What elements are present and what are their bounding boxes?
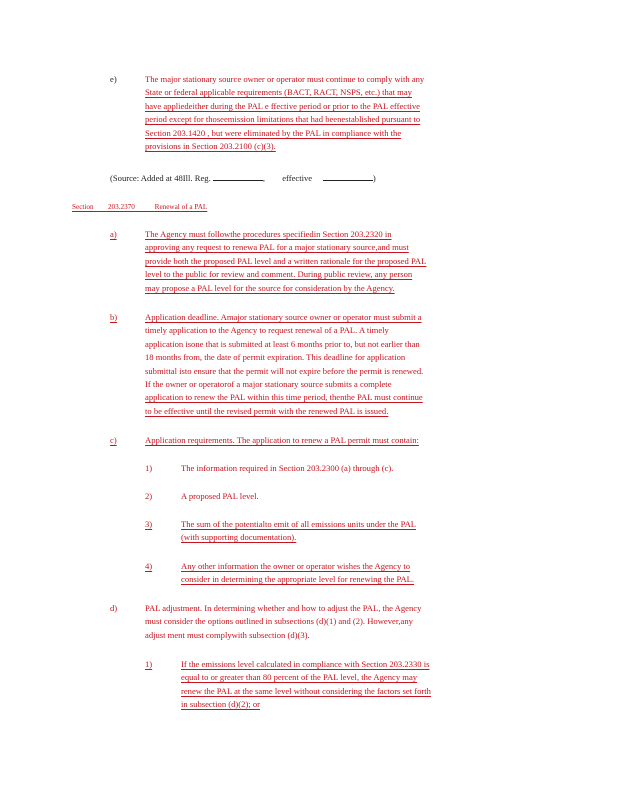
item-a-line-4: level to the public for review and comment. During public review, any person: [145, 269, 413, 280]
item-e-line-5: Section 203.1420 , but were eliminated by the PAL in compliance with the: [145, 127, 402, 138]
item-c2-label: 2): [145, 491, 153, 501]
item-b-line-1: Application deadline. Amajor stationary source owner or operator must submit a: [145, 312, 422, 322]
item-b-line-8: to be effective until the revised permit with the renewed PAL is issued.: [145, 405, 389, 416]
item-e-line-6: provisions in Section 203.2100 (c)(3).: [145, 141, 276, 152]
item-b-line-6: If the owner or operatorof a major stationary source submits a complete: [145, 379, 392, 390]
item-c3-label: 3): [145, 519, 153, 529]
item-e-label: e): [110, 74, 117, 84]
item-d1-line-1: If the emissions level calculated in compliance with Section 203.2330 is: [181, 659, 430, 669]
item-e-line-3: have appliedeither during the PAL e ffective period or prior to the PAL effective: [145, 100, 420, 111]
item-d1-line-3: renew the PAL at the same level without considering the factors set forth: [181, 685, 431, 696]
source-prefix: (Source: Added at 48Ill. Reg.: [110, 173, 211, 183]
item-d-line-1: PAL adjustment. In determining whether and how to adjust the PAL, the Agency: [145, 603, 422, 613]
item-c4-text: [181, 560, 511, 587]
section-title: Renewal of a PAL: [154, 203, 208, 211]
item-b-line-7: application to renew the PAL within this time period, thenthe PAL must continue: [145, 392, 423, 403]
item-e-line-4: period except for thoseemission limitations that had beenestablished pursuant to: [145, 114, 421, 125]
item-d1-line-2: equal to or greater than 80 percent of the PAL level, the Agency may: [181, 672, 418, 683]
item-d1-text: [181, 658, 536, 712]
item-c-text: [145, 434, 540, 447]
item-a-text: [145, 228, 540, 295]
item-a-line-1: The Agency must followthe procedures specifiedin Section 203.2320 in: [145, 229, 392, 239]
source-line: [110, 171, 376, 185]
item-e-line-1: The major stationary source owner or operator must continue to comply with any: [145, 74, 425, 84]
item-b-line-5: submittal isto ensure that the permit will not expire before the permit is renewed.: [145, 365, 424, 376]
section-heading: [72, 202, 207, 212]
item-b-text: [145, 311, 540, 418]
source-comma: ,: [262, 173, 266, 183]
item-c-label: c): [110, 435, 117, 445]
item-d-label: d): [110, 603, 118, 613]
item-b-line-3: application isone that is submitted at least 6 months prior to, but not earlier than: [145, 338, 420, 349]
item-c3-line-2: (with supporting documentation).: [181, 532, 297, 543]
source-blank-1: [213, 171, 266, 183]
item-d-line-2: must consider the options outlined in subsections (d)(1) and (2). However,any: [145, 616, 413, 627]
item-c2-line-1: A proposed PAL level.: [181, 491, 259, 501]
item-c4-line-2: consider in determining the appropriate level for renewing the PAL.: [181, 574, 415, 585]
item-c4-line-1: Any other information the owner or operator wishes the Agency to: [181, 561, 411, 571]
section-number: 203.2370: [107, 203, 135, 211]
item-e-text: [145, 73, 537, 153]
item-d1-label: 1): [145, 659, 153, 669]
item-c4-label: 4): [145, 561, 153, 571]
item-c1-text: [181, 462, 481, 475]
item-c1-line-1: The information required in Section 203.2300 (a) through (c).: [181, 463, 394, 473]
source-blank-2: [323, 171, 373, 181]
source-effective: effective: [282, 173, 313, 183]
item-a-line-5: may propose a PAL level for the source for consideration by the Agency.: [145, 282, 395, 293]
item-c3-text: [181, 518, 521, 545]
item-a-label: a): [110, 229, 117, 239]
item-b-line-2: timely application to the Agency to request renewal of a PAL. A timely: [145, 325, 389, 336]
item-c-line-1: Application requirements. The application to renew a PAL permit must contain:: [145, 435, 419, 445]
item-c1-label: 1): [145, 463, 153, 473]
item-b-label: b): [110, 312, 118, 322]
item-d-text: [145, 602, 535, 642]
source-close: ): [372, 173, 376, 183]
item-b-line-4: 18 months from, the date of permit expiration. This deadline for application: [145, 352, 406, 363]
item-e-line-2: State or federal applicable requirements (BACT, RACT, NSPS, etc.) that may: [145, 87, 412, 98]
item-c2-text: [181, 490, 481, 503]
section-word: Section: [72, 203, 94, 211]
item-c3-line-1: The sum of the potentialto emit of all emissions units under the PAL: [181, 519, 417, 529]
item-d-line-3: adjust ment must complywith subsection (d)(3).: [145, 629, 310, 640]
item-a-line-2: approving any request to renewa PAL for a major stationary source,and must: [145, 242, 409, 253]
item-a-line-3: provide both the proposed PAL level and a written rationale for the proposed PAL: [145, 255, 427, 266]
item-d1-line-4: in subsection (d)(2); or: [181, 699, 260, 710]
